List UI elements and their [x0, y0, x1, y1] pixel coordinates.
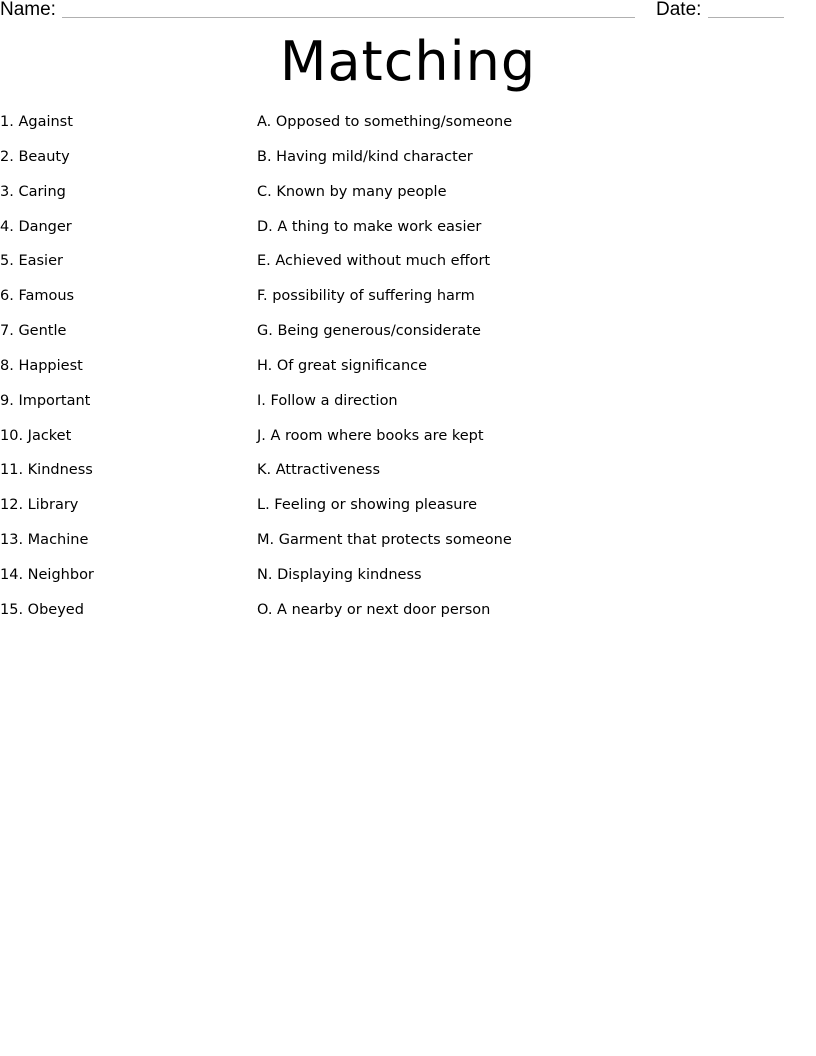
- definition: D. A thing to make work easier: [257, 218, 482, 235]
- list-item: [0, 112, 816, 147]
- definition: H. Of great significance: [257, 357, 428, 374]
- definition: K. Attractiveness: [257, 462, 381, 479]
- name-label: Name:: [0, 0, 56, 20]
- worksheet-header: [0, 0, 816, 24]
- term: 15. Obeyed: [0, 601, 84, 618]
- definition: C. Known by many people: [257, 183, 447, 200]
- list-item: [0, 460, 816, 495]
- list-item: [0, 182, 816, 217]
- date-field-line: [708, 17, 784, 18]
- term: 14. Neighbor: [0, 566, 94, 583]
- name-field-line: [62, 17, 635, 18]
- list-item: [0, 147, 816, 182]
- list-item: [0, 530, 816, 565]
- term: 8. Happiest: [0, 357, 83, 374]
- term: 6. Famous: [0, 288, 75, 305]
- definition: I. Follow a direction: [257, 392, 398, 409]
- term: 13. Machine: [0, 532, 89, 549]
- definition: G. Being generous/considerate: [257, 323, 481, 340]
- list-item: [0, 251, 816, 286]
- list-item: [0, 426, 816, 461]
- date-label: Date:: [656, 0, 702, 20]
- definition: B. Having mild/kind character: [257, 148, 473, 165]
- term: 1. Against: [0, 114, 73, 130]
- definition: L. Feeling or showing pleasure: [257, 497, 478, 514]
- term: 3. Caring: [0, 183, 66, 200]
- list-item: [0, 391, 816, 426]
- list-item: [0, 495, 816, 530]
- term: 7. Gentle: [0, 323, 67, 340]
- term: 10. Jacket: [0, 427, 72, 444]
- definition: N. Displaying kindness: [257, 566, 422, 583]
- definition: F. possibility of suffering harm: [257, 288, 475, 305]
- list-item: [0, 565, 816, 600]
- term: 5. Easier: [0, 253, 63, 270]
- definition: M. Garment that protects someone: [257, 532, 512, 549]
- definition: J. A room where books are kept: [257, 427, 484, 444]
- list-item: [0, 356, 816, 391]
- term: 9. Important: [0, 392, 91, 409]
- definition: E. Achieved without much effort: [257, 253, 491, 270]
- term: 12. Library: [0, 497, 79, 514]
- term: 2. Beauty: [0, 148, 70, 165]
- list-item: [0, 286, 816, 321]
- page-title: Matching: [279, 30, 537, 93]
- definition: A. Opposed to something/someone: [257, 114, 513, 130]
- list-item: [0, 217, 816, 252]
- term: 11. Kindness: [0, 462, 93, 479]
- list-item: [0, 600, 816, 635]
- list-item: [0, 321, 816, 356]
- term: 4. Danger: [0, 218, 72, 235]
- matching-list: [0, 112, 816, 635]
- definition: O. A nearby or next door person: [257, 601, 491, 618]
